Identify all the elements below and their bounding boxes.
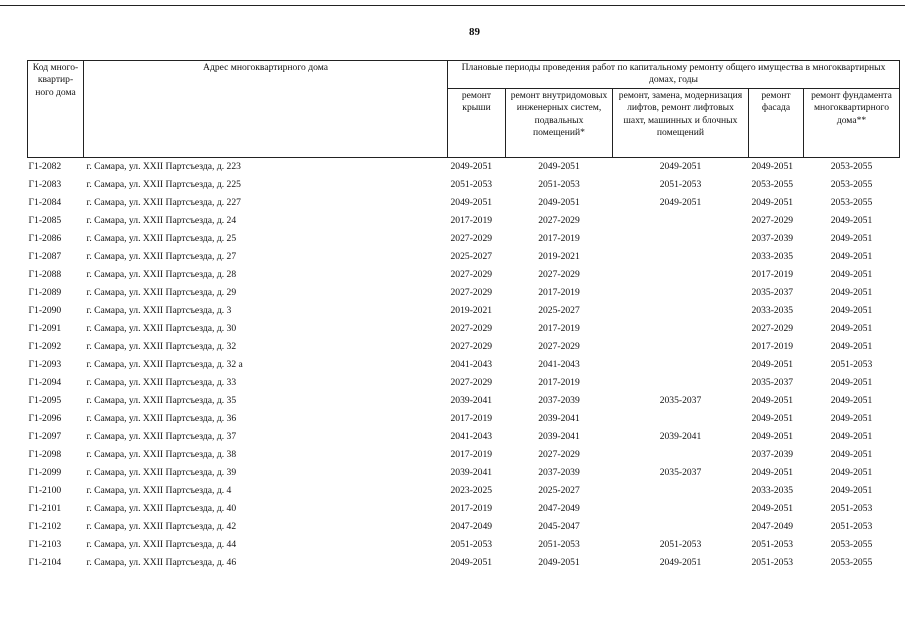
cell-lifts xyxy=(613,284,749,302)
cell-facade: 2033-2035 xyxy=(751,484,794,496)
cell-address: г. Самара, ул. XXII Партсъезда, д. 3 xyxy=(86,304,232,316)
table-body xyxy=(28,157,900,572)
table-row xyxy=(28,212,900,230)
cell-roof: 2027-2029 xyxy=(450,268,493,280)
cell-roof: 2049-2051 xyxy=(450,160,493,172)
cell-foundation: 2049-2051 xyxy=(830,286,873,298)
table-row xyxy=(28,500,900,518)
cell-lifts: 2051-2053 xyxy=(659,538,702,550)
top-rule xyxy=(0,5,905,6)
cell-lifts: 2039-2041 xyxy=(659,430,702,442)
table-row xyxy=(28,518,900,536)
cell-lifts xyxy=(613,482,749,500)
table-row xyxy=(28,284,900,302)
cell-lifts xyxy=(613,374,749,392)
table-row xyxy=(28,230,900,248)
cell-code: Г1-2090 xyxy=(28,304,62,316)
cell-address: г. Самара, ул. XXII Партсъезда, д. 40 xyxy=(86,502,237,514)
cell-address: г. Самара, ул. XXII Партсъезда, д. 225 xyxy=(86,178,241,190)
cell-engineering: 2039-2041 xyxy=(538,412,580,424)
cell-facade: 2049-2051 xyxy=(751,502,794,514)
cell-engineering: 2037-2039 xyxy=(538,394,580,406)
cell-lifts xyxy=(613,500,749,518)
cell-address: г. Самара, ул. XXII Партсъезда, д. 33 xyxy=(86,376,237,388)
cell-roof: 2041-2043 xyxy=(450,358,493,370)
cell-code: Г1-2083 xyxy=(28,178,62,190)
cell-foundation: 2049-2051 xyxy=(830,466,873,478)
cell-facade: 2053-2055 xyxy=(751,178,794,190)
cell-facade: 2017-2019 xyxy=(751,340,794,352)
cell-facade: 2049-2051 xyxy=(751,466,794,478)
header-code: Код много-квартир-ного дома xyxy=(28,61,84,158)
cell-facade: 2047-2049 xyxy=(751,520,794,532)
cell-lifts xyxy=(613,446,749,464)
cell-foundation: 2049-2051 xyxy=(830,394,873,406)
cell-roof: 2027-2029 xyxy=(450,322,493,334)
cell-roof: 2023-2025 xyxy=(450,484,493,496)
cell-lifts: 2035-2037 xyxy=(659,394,702,406)
cell-code: Г1-2099 xyxy=(28,466,62,478)
cell-code: Г1-2087 xyxy=(28,250,62,262)
cell-address: г. Самара, ул. XXII Партсъезда, д. 38 xyxy=(86,448,237,460)
cell-lifts: 2049-2051 xyxy=(659,556,702,568)
table-row xyxy=(28,320,900,338)
header-engineering: ремонт внутридомовых инженерных систем, подвальных помещений* xyxy=(506,88,613,157)
cell-lifts xyxy=(613,320,749,338)
cell-foundation: 2049-2051 xyxy=(830,376,873,388)
cell-code: Г1-2098 xyxy=(28,448,62,460)
table-row xyxy=(28,176,900,194)
cell-facade: 2049-2051 xyxy=(751,196,794,208)
cell-code: Г1-2097 xyxy=(28,430,62,442)
cell-address: г. Самара, ул. XXII Партсъезда, д. 28 xyxy=(86,268,237,280)
cell-facade: 2017-2019 xyxy=(751,268,794,280)
header-periods-group: Плановые периоды проведения работ по капитальному ремонту общего имущества в многоквартирных домах, годы xyxy=(448,61,900,89)
cell-code: Г1-2089 xyxy=(28,286,62,298)
cell-roof: 2051-2053 xyxy=(450,178,493,190)
cell-engineering: 2027-2029 xyxy=(538,268,580,280)
cell-facade: 2049-2051 xyxy=(751,430,794,442)
cell-foundation: 2049-2051 xyxy=(830,430,873,442)
cell-engineering: 2049-2051 xyxy=(538,196,580,208)
cell-foundation: 2049-2051 xyxy=(830,232,873,244)
cell-engineering: 2049-2051 xyxy=(538,556,580,568)
cell-foundation: 2049-2051 xyxy=(830,448,873,460)
cell-address: г. Самара, ул. XXII Партсъезда, д. 46 xyxy=(86,556,237,568)
cell-facade: 2035-2037 xyxy=(751,286,794,298)
table-row xyxy=(28,482,900,500)
cell-roof: 2017-2019 xyxy=(450,214,493,226)
cell-roof: 2017-2019 xyxy=(450,448,493,460)
cell-code: Г1-2086 xyxy=(28,232,62,244)
cell-address: г. Самара, ул. XXII Партсъезда, д. 24 xyxy=(86,214,237,226)
cell-roof: 2049-2051 xyxy=(450,196,493,208)
cell-roof: 2049-2051 xyxy=(450,556,493,568)
table-row xyxy=(28,266,900,284)
cell-code: Г1-2084 xyxy=(28,196,62,208)
cell-address: г. Самара, ул. XXII Партсъезда, д. 30 xyxy=(86,322,237,334)
cell-address: г. Самара, ул. XXII Партсъезда, д. 25 xyxy=(86,232,237,244)
cell-lifts: 2049-2051 xyxy=(659,196,702,208)
table-row xyxy=(28,554,900,572)
cell-address: г. Самара, ул. XXII Партсъезда, д. 223 xyxy=(86,160,241,172)
cell-address: г. Самара, ул. XXII Партсъезда, д. 32 а xyxy=(86,358,243,370)
cell-foundation: 2053-2055 xyxy=(830,178,873,190)
cell-lifts: 2049-2051 xyxy=(659,160,702,172)
cell-code: Г1-2091 xyxy=(28,322,62,334)
cell-lifts xyxy=(613,212,749,230)
cell-facade: 2033-2035 xyxy=(751,250,794,262)
cell-facade: 2049-2051 xyxy=(751,412,794,424)
header-address: Адрес многоквартирного дома xyxy=(84,61,448,158)
cell-lifts xyxy=(613,356,749,374)
cell-foundation: 2049-2051 xyxy=(830,268,873,280)
table-row xyxy=(28,248,900,266)
cell-roof: 2027-2029 xyxy=(450,286,493,298)
cell-code: Г1-2088 xyxy=(28,268,62,280)
table-row xyxy=(28,428,900,446)
table-row xyxy=(28,374,900,392)
cell-code: Г1-2094 xyxy=(28,376,62,388)
cell-lifts xyxy=(613,518,749,536)
cell-engineering: 2037-2039 xyxy=(538,466,580,478)
cell-roof: 2039-2041 xyxy=(450,394,493,406)
cell-facade: 2049-2051 xyxy=(751,394,794,406)
cell-foundation: 2053-2055 xyxy=(830,160,873,172)
cell-foundation: 2051-2053 xyxy=(830,358,873,370)
cell-lifts xyxy=(613,248,749,266)
cell-engineering: 2041-2043 xyxy=(538,358,580,370)
cell-lifts xyxy=(613,266,749,284)
cell-foundation: 2053-2055 xyxy=(830,538,873,550)
cell-facade: 2049-2051 xyxy=(751,160,794,172)
cell-roof: 2047-2049 xyxy=(450,520,493,532)
table-row xyxy=(28,464,900,482)
cell-facade: 2035-2037 xyxy=(751,376,794,388)
cell-code: Г1-2092 xyxy=(28,340,62,352)
cell-foundation: 2049-2051 xyxy=(830,340,873,352)
cell-engineering: 2017-2019 xyxy=(538,286,580,298)
cell-code: Г1-2100 xyxy=(28,484,62,496)
cell-facade: 2051-2053 xyxy=(751,556,794,568)
cell-code: Г1-2085 xyxy=(28,214,62,226)
table-row xyxy=(28,338,900,356)
cell-address: г. Самара, ул. XXII Партсъезда, д. 37 xyxy=(86,430,237,442)
cell-roof: 2027-2029 xyxy=(450,340,493,352)
cell-lifts: 2035-2037 xyxy=(659,466,702,478)
cell-foundation: 2049-2051 xyxy=(830,322,873,334)
cell-code: Г1-2095 xyxy=(28,394,62,406)
cell-code: Г1-2103 xyxy=(28,538,62,550)
cell-address: г. Самара, ул. XXII Партсъезда, д. 42 xyxy=(86,520,237,532)
cell-facade: 2037-2039 xyxy=(751,448,794,460)
table-row xyxy=(28,157,900,176)
cell-address: г. Самара, ул. XXII Партсъезда, д. 44 xyxy=(86,538,237,550)
cell-facade: 2049-2051 xyxy=(751,358,794,370)
cell-roof: 2025-2027 xyxy=(450,250,493,262)
cell-lifts xyxy=(613,302,749,320)
cell-address: г. Самара, ул. XXII Партсъезда, д. 36 xyxy=(86,412,237,424)
cell-facade: 2037-2039 xyxy=(751,232,794,244)
cell-roof: 2051-2053 xyxy=(450,538,493,550)
cell-roof: 2027-2029 xyxy=(450,232,493,244)
header-lifts: ремонт, замена, модернизация лифтов, ремонт лифтовых шахт, машинных и блочных помещений xyxy=(613,88,749,157)
cell-roof: 2039-2041 xyxy=(450,466,493,478)
cell-foundation: 2049-2051 xyxy=(830,214,873,226)
cell-lifts: 2051-2053 xyxy=(659,178,702,190)
cell-address: г. Самара, ул. XXII Партсъезда, д. 29 xyxy=(86,286,237,298)
table-row xyxy=(28,410,900,428)
table-row xyxy=(28,536,900,554)
header-facade: ремонт фасада xyxy=(749,88,804,157)
cell-address: г. Самара, ул. XXII Партсъезда, д. 39 xyxy=(86,466,237,478)
cell-address: г. Самара, ул. XXII Партсъезда, д. 35 xyxy=(86,394,237,406)
cell-facade: 2051-2053 xyxy=(751,538,794,550)
cell-engineering: 2017-2019 xyxy=(538,322,580,334)
cell-roof: 2017-2019 xyxy=(450,502,493,514)
cell-facade: 2027-2029 xyxy=(751,322,794,334)
cell-engineering: 2047-2049 xyxy=(538,502,580,514)
cell-code: Г1-2102 xyxy=(28,520,62,532)
cell-roof: 2019-2021 xyxy=(450,304,493,316)
cell-code: Г1-2104 xyxy=(28,556,62,568)
cell-foundation: 2049-2051 xyxy=(830,484,873,496)
cell-engineering: 2027-2029 xyxy=(538,340,580,352)
cell-engineering: 2027-2029 xyxy=(538,448,580,460)
cell-engineering: 2049-2051 xyxy=(538,160,580,172)
cell-code: Г1-2082 xyxy=(28,160,62,172)
page-number: 89 xyxy=(469,26,480,38)
cell-engineering: 2017-2019 xyxy=(538,376,580,388)
cell-foundation: 2049-2051 xyxy=(830,250,873,262)
cell-engineering: 2039-2041 xyxy=(538,430,580,442)
cell-lifts xyxy=(613,410,749,428)
cell-engineering: 2051-2053 xyxy=(538,538,580,550)
cell-facade: 2027-2029 xyxy=(751,214,794,226)
cell-address: г. Самара, ул. XXII Партсъезда, д. 4 xyxy=(86,484,232,496)
cell-address: г. Самара, ул. XXII Партсъезда, д. 32 xyxy=(86,340,237,352)
cell-address: г. Самара, ул. XXII Партсъезда, д. 27 xyxy=(86,250,237,262)
cell-engineering: 2019-2021 xyxy=(538,250,580,262)
cell-lifts xyxy=(613,338,749,356)
cell-lifts xyxy=(613,230,749,248)
cell-foundation: 2049-2051 xyxy=(830,304,873,316)
cell-engineering: 2051-2053 xyxy=(538,178,580,190)
capital-repair-schedule-table xyxy=(27,60,900,572)
table-row xyxy=(28,356,900,374)
cell-foundation: 2053-2055 xyxy=(830,556,873,568)
table-row xyxy=(28,446,900,464)
table-row xyxy=(28,302,900,320)
cell-foundation: 2053-2055 xyxy=(830,196,873,208)
cell-code: Г1-2093 xyxy=(28,358,62,370)
cell-code: Г1-2101 xyxy=(28,502,62,514)
cell-engineering: 2027-2029 xyxy=(538,214,580,226)
cell-foundation: 2049-2051 xyxy=(830,412,873,424)
cell-engineering: 2045-2047 xyxy=(538,520,580,532)
table-row xyxy=(28,392,900,410)
cell-roof: 2027-2029 xyxy=(450,376,493,388)
cell-roof: 2041-2043 xyxy=(450,430,493,442)
cell-roof: 2017-2019 xyxy=(450,412,493,424)
cell-facade: 2033-2035 xyxy=(751,304,794,316)
cell-foundation: 2051-2053 xyxy=(830,502,873,514)
cell-engineering: 2017-2019 xyxy=(538,232,580,244)
table-row xyxy=(28,194,900,212)
cell-code: Г1-2096 xyxy=(28,412,62,424)
header-foundation: ремонт фундамента многоквартирного дома** xyxy=(804,88,900,157)
header-roof: ремонт крыши xyxy=(448,88,506,157)
cell-address: г. Самара, ул. XXII Партсъезда, д. 227 xyxy=(86,196,241,208)
cell-engineering: 2025-2027 xyxy=(538,304,580,316)
cell-foundation: 2051-2053 xyxy=(830,520,873,532)
cell-engineering: 2025-2027 xyxy=(538,484,580,496)
